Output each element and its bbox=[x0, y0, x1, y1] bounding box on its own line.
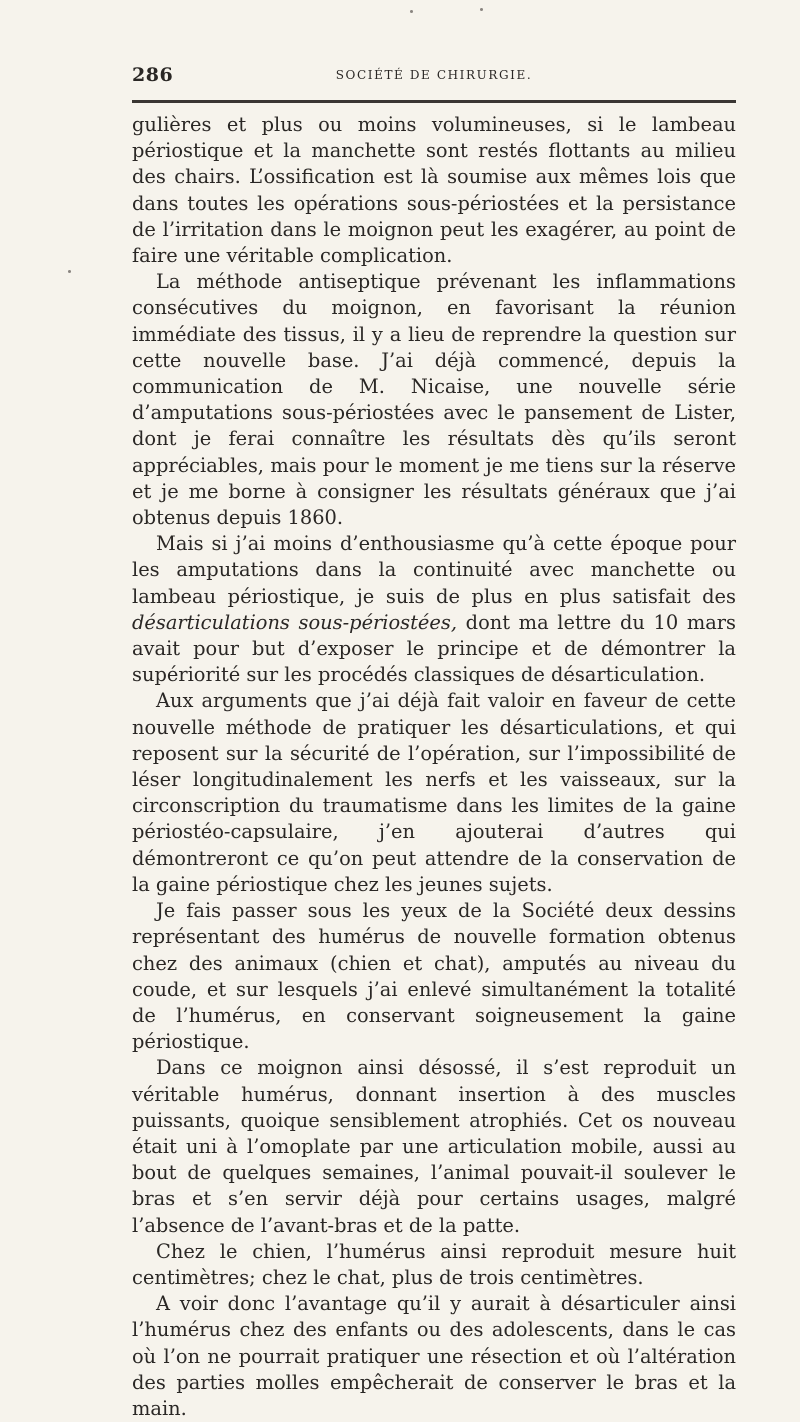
paragraph-2: La méthode antiseptique prévenant les inflammations consécutives du moignon, en favorisant la réunion immédiate des tissus, il y a lieu de reprendre la question sur cette nouvelle base. J’ai déjà commencé, depuis la communication de M. Nicaise, une nouvelle série d’amputations sous-périostées avec le pansement de Lister, dont je ferai connaître les résultats dès qu’ils seront appréciables, mais pour le moment je me tiens sur la réserve et je me borne à consigner les résultats généraux que j’ai obtenus depuis 1860. bbox=[132, 270, 736, 530]
paragraph-8: A voir donc l’avantage qu’il y aurait à désarticuler ainsi l’humérus chez des enfants ou des adolescents, dans le cas où l’on ne pourrait pratiquer une résection et où l’altération des parties molles empêcherait de conserver le bras et la main. bbox=[132, 1292, 736, 1420]
running-head: SOCIÉTÉ DE CHIRURGIE. bbox=[335, 68, 533, 82]
page-number: 286 bbox=[132, 64, 174, 86]
paragraph-3-emphasis: désarticulations sous-périostées, bbox=[132, 610, 457, 634]
body-text bbox=[132, 112, 736, 1422]
header-rule bbox=[132, 100, 736, 103]
paper-speck bbox=[480, 8, 483, 11]
paragraph-5: Je fais passer sous les yeux de la Société deux dessins représentant des humérus de nouvelle formation obtenus chez des animaux (chien et chat), amputés au niveau du coude, et sur lesquels j’ai enlevé simultanément la totalité de l’humérus, en conservant soigneusement la gaine périostique. bbox=[132, 899, 736, 1054]
paper-speck bbox=[410, 10, 413, 13]
paper-speck bbox=[68, 270, 71, 273]
page-header bbox=[132, 60, 736, 90]
paragraph-1: gulières et plus ou moins volumineuses, si le lambeau périostique et la manchette sont restés flottants au milieu des chairs. L’ossification est là soumise aux mêmes lois que dans toutes les opérations sous-périostées et la persistance de l’irritation dans le moignon peut les exagérer, au point de faire une véritable complication. bbox=[132, 113, 736, 268]
paragraph-6: Dans ce moignon ainsi désossé, il s’est reproduit un véritable humérus, donnant insertion à des muscles puissants, quoique sensiblement atrophiés. Cet os nouveau était uni à l’omoplate par une articulation mobile, aussi au bout de quelques semaines, l’animal pouvait-il soulever le bras et s’en servir déjà pour certains usages, malgré l’absence de l’avant-bras et de la patte. bbox=[132, 1056, 736, 1237]
paragraph-3-text-after: dont ma lettre du 10 mars avait pour but d’exposer le principe et de démontrer la supériorité sur les procédés classiques de désarticulation. bbox=[132, 610, 736, 687]
paragraph-3-text-before: Mais si j’ai moins d’enthousiasme qu’à cette époque pour les amputations dans la continuité avec manchette ou lambeau périostique, je suis de plus en plus satisfait des bbox=[132, 532, 736, 608]
paragraph-7: Chez le chien, l’humérus ainsi reproduit mesure huit centimètres; chez le chat, plus de trois centimètres. bbox=[132, 1239, 736, 1289]
paragraph-4: Aux arguments que j’ai déjà fait valoir en faveur de cette nouvelle méthode de pratiquer les désarticulations, et qui reposent sur la sécurité de l’opération, sur l’impossibilité de léser longitudinalement les nerfs et les vaisseaux, sur la circonscription du traumatisme dans les limites de la gaine périostéo-capsulaire, j’en ajouterai d’autres qui démontreront ce qu’on peut attendre de la conservation de la gaine périostique chez les jeunes sujets. bbox=[132, 689, 736, 896]
paragraph-3 bbox=[132, 531, 736, 688]
